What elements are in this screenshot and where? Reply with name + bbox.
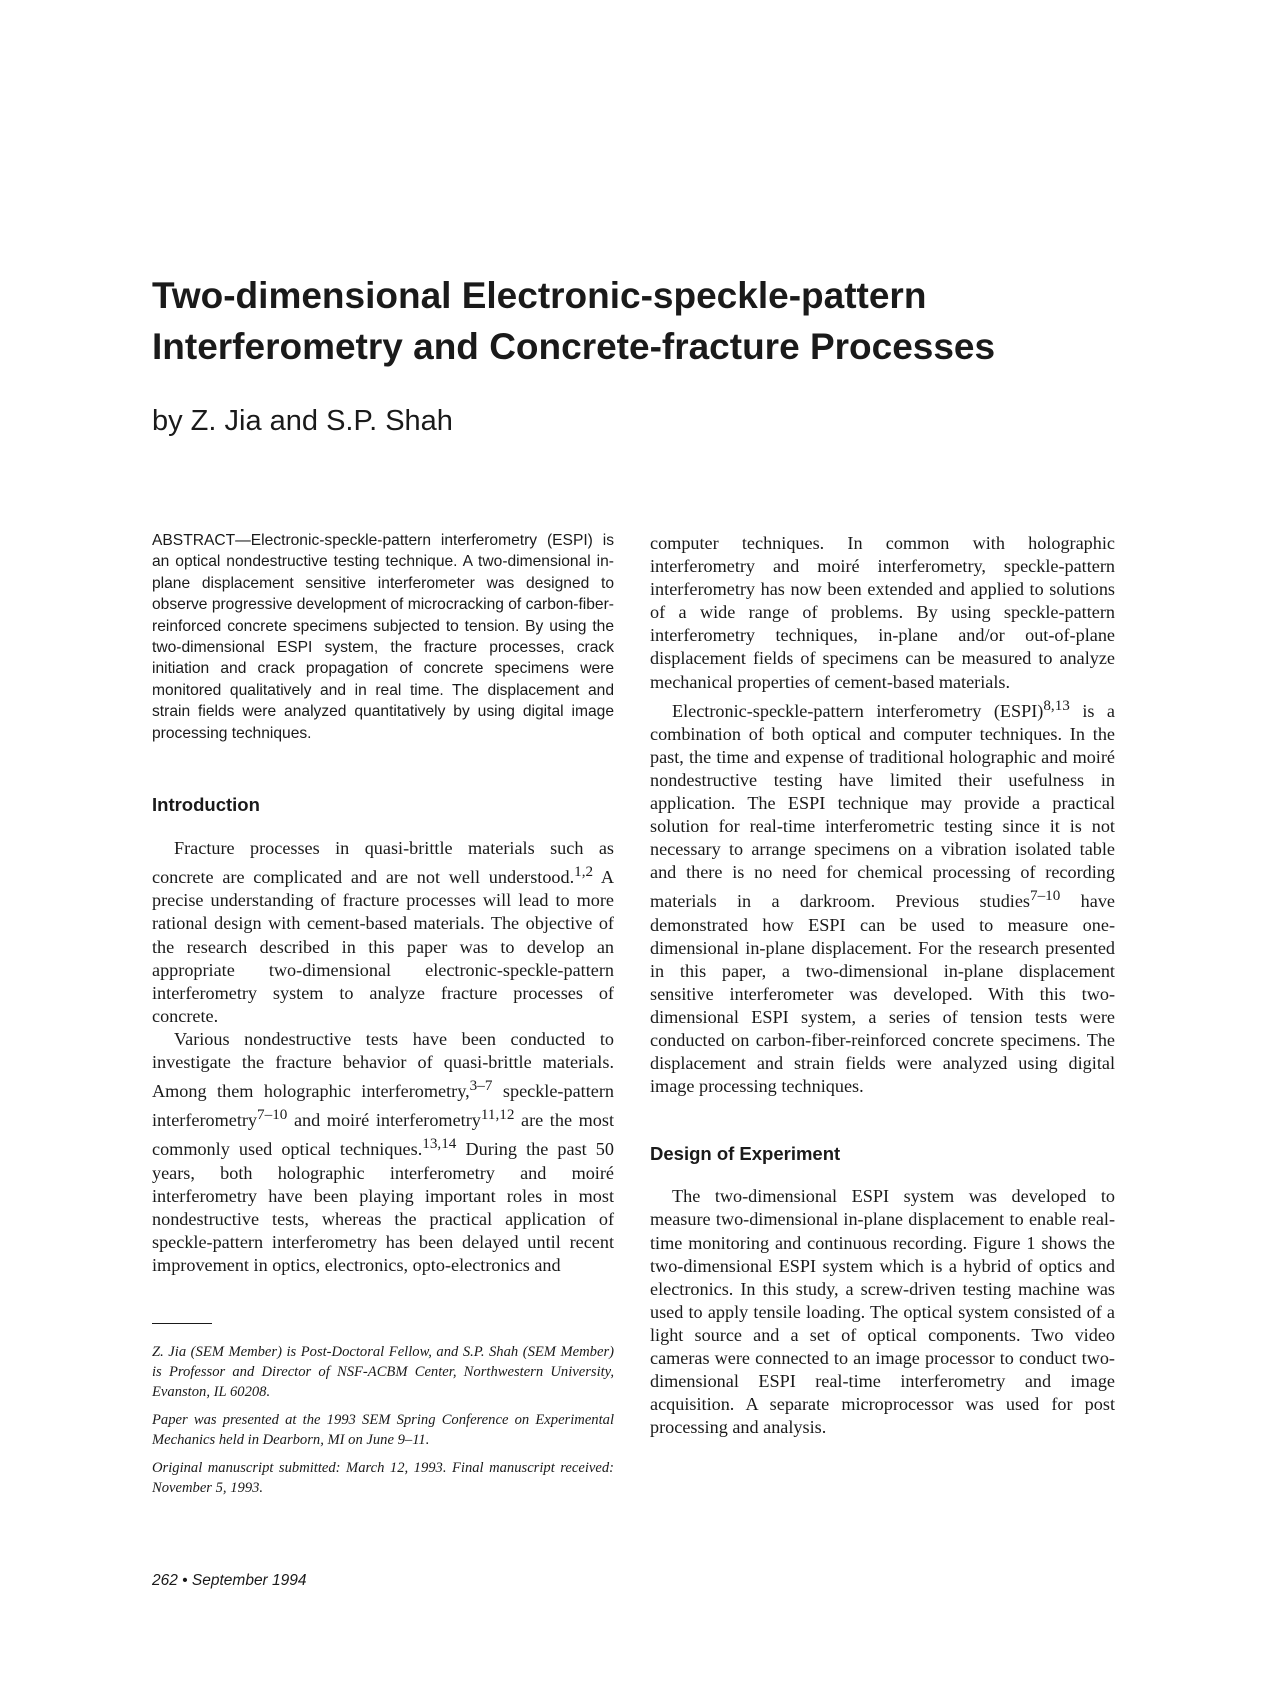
author-byline: by Z. Jia and S.P. Shah: [152, 405, 453, 437]
intro-p2-text-c: and moiré interferometry: [287, 1110, 481, 1131]
citation: 11,12: [480, 1106, 515, 1124]
title-line-1: Two-dimensional Electronic-speckle-pattern: [152, 275, 927, 316]
intro-p1-text-a: Fracture processes in quasi-brittle materials such as concrete are complicated and are not well understood.: [152, 838, 614, 888]
citation: 13,14: [422, 1135, 457, 1153]
intro-p2-text-a: Various nondestructive tests have been conducted to investigate the fracture behavior of quasi-brittle materials. Among them holographic interferometry,: [152, 1028, 614, 1102]
citation: 8,13: [1043, 696, 1070, 714]
right-p2-text-a: Electronic-speckle-pattern interferometry (ESPI): [672, 700, 1044, 721]
citation: 3–7: [469, 1077, 493, 1095]
right-p2-text-b: is a combination of both optical and computer techniques. In the past, the time and expense of traditional holographic and moiré nondestructive testing have limited their usefulness in application. The ESPI technique may provide a practical solution for real-time interferometric testing since it is not necessary to arrange specimens on a vibration isolated table and there is no need for chemical processing of recording materials in a darkroom. Previous studies: [650, 700, 1115, 912]
intro-p2-text-b: speckle-pattern interferometry: [152, 1081, 614, 1131]
footnote-divider: [152, 1323, 212, 1324]
citation: 7–10: [1030, 887, 1061, 905]
introduction-paragraph-1: [152, 837, 614, 1028]
intro-p1-text-b: A precise understanding of fracture processes will lead to more rational design with cement-based materials. The objective of the research described in this paper was to develop an appropriate two-dimensional electronic-speckle-pattern interferometry system to analyze fracture processes of concrete.: [152, 867, 614, 1026]
citation: 1,2: [574, 863, 594, 881]
left-column: [152, 530, 614, 1506]
introduction-heading: Introduction: [152, 794, 260, 816]
paper-title: [152, 270, 1152, 372]
page-footer: 262 • September 1994: [152, 1572, 307, 1589]
design-paragraph-1: The two-dimensional ESPI system was developed to measure two-dimensional in-plane displacement to enable real-time monitoring and continuous recording. Figure 1 shows the two-dimensional ESPI system which is a hybrid of optics and electronics. In this study, a screw-driven testing machine was used to apply tensile loading. The optical system consisted of a light source and a set of optical components. Two video cameras were connected to an image processor to conduct two-dimensional ESPI real-time interferometry and image acquisition. A separate microprocessor was used for post processing and analysis.: [650, 1186, 1115, 1438]
intro-p2-text-e: During the past 50 years, both holographic interferometry and moiré interferometry have been playing important roles in most nondestructive tests, whereas the practical application of speckle-pattern interferometry has been delayed until recent improvement in optics, electronics, opto-electronics and: [152, 1139, 614, 1275]
right-paragraph-2: [650, 694, 1115, 1099]
right-column: [650, 532, 1115, 1439]
right-paragraph-1: computer techniques. In common with holographic interferometry and moiré interferometry, speckle-pattern interferometry has now been extended and applied to solutions of a wide range of problems. By using speckle-pattern interferometry techniques, in-plane and/or out-of-plane displacement fields of specimens can be measured to analyze mechanical properties of cement-based materials.: [650, 533, 1115, 692]
footnote-manuscript-dates: Original manuscript submitted: March 12, 1993. Final manuscript received: November 5, 1993.: [152, 1460, 614, 1496]
footnote-conference: Paper was presented at the 1993 SEM Spring Conference on Experimental Mechanics held in Dearborn, MI on June 9–11.: [152, 1412, 614, 1448]
title-line-2: Interferometry and Concrete-fracture Processes: [152, 326, 996, 367]
design-of-experiment-heading: Design of Experiment: [650, 1143, 841, 1165]
intro-p2-text-d: are the most commonly used optical techniques.: [152, 1110, 614, 1160]
abstract: ABSTRACT—Electronic-speckle-pattern interferometry (ESPI) is an optical nondestructive testing technique. A two-dimensional in-plane displacement sensitive interferometer was designed to observe progressive development of microcracking of carbon-fiber-reinforced concrete specimens subjected to tension. By using the two-dimensional ESPI system, the fracture processes, crack initiation and crack propagation of concrete specimens were monitored qualitatively and in real time. The displacement and strain fields were analyzed quantitatively by using digital image processing techniques.: [152, 532, 614, 742]
introduction-paragraph-2: [152, 1028, 614, 1277]
right-p2-text-c: have demonstrated how ESPI can be used to measure one-dimensional in-plane displacement. For the research presented in this paper, a two-dimensional in-plane displacement sensitive interferometer was developed. With this two-dimensional ESPI system, a series of tension tests were conducted on carbon-fiber-reinforced concrete specimens. The displacement and strain fields were analyzed using digital image processing techniques.: [650, 891, 1115, 1097]
footnote-author-affiliation: Z. Jia (SEM Member) is Post-Doctoral Fellow, and S.P. Shah (SEM Member) is Professor and Director of NSF-ACBM Center, Northwestern University, Evanston, IL 60208.: [152, 1344, 614, 1400]
citation: 7–10: [257, 1106, 288, 1124]
